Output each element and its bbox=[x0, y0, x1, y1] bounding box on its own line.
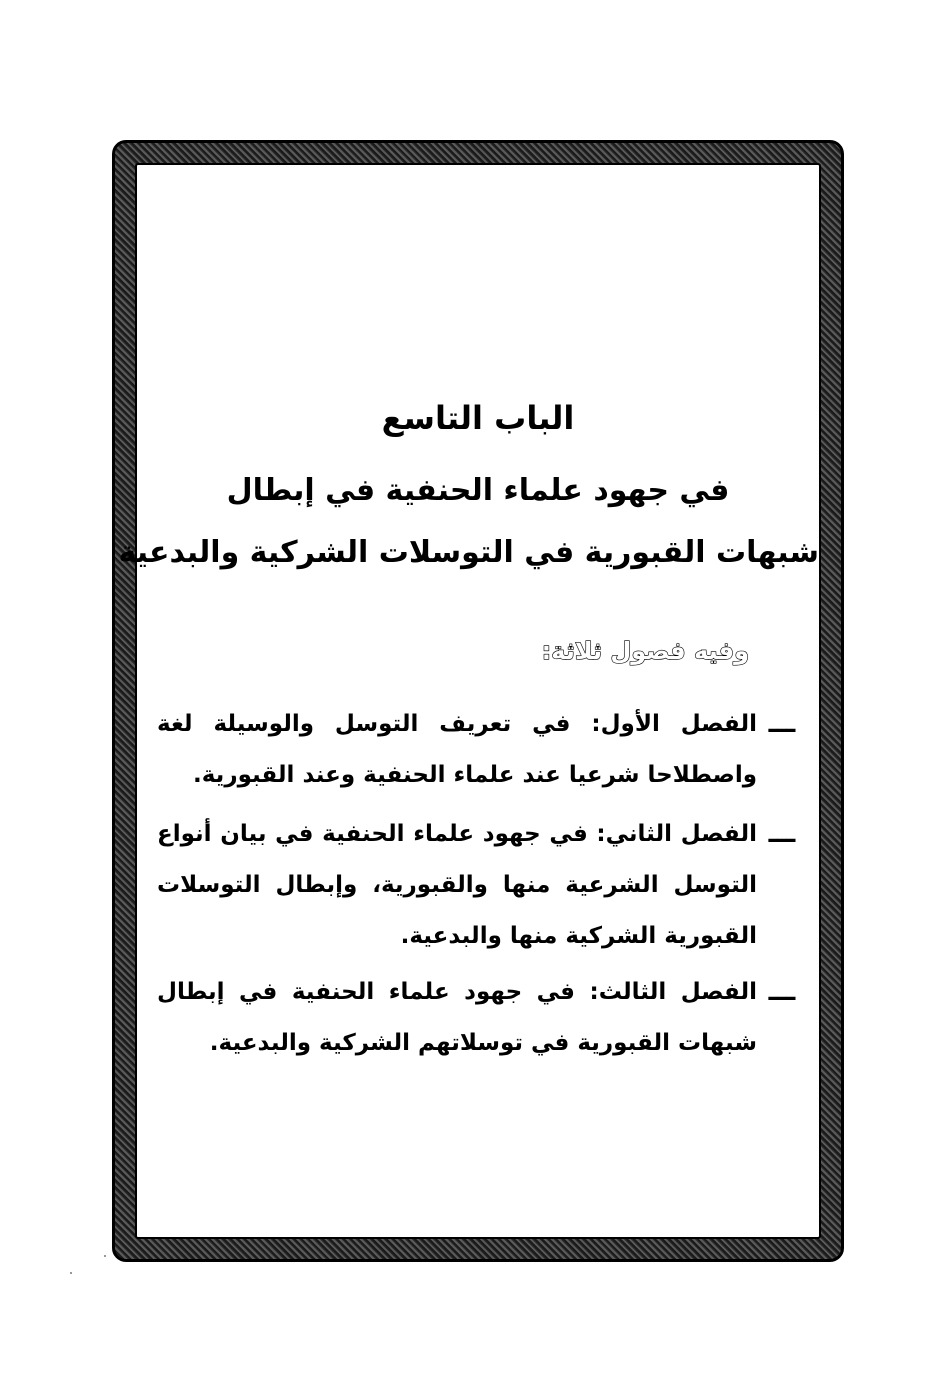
chapter-subtitle-line-2: شبهات القبورية في التوسلات الشركية والبدعية bbox=[118, 535, 819, 570]
section-text: الفصل الثاني: في جهود علماء الحنفية في بيان أنواع التوسل الشرعية منها والقبورية، وإبطال التوسلات القبورية الشركية منها والبدعية. bbox=[157, 821, 757, 949]
section-item-1 bbox=[157, 699, 807, 801]
section-dash: ـــ bbox=[768, 709, 796, 739]
scan-speck bbox=[104, 1255, 106, 1257]
chapter-subtitle-line-1: في جهود علماء الحنفية في إبطال bbox=[226, 473, 730, 508]
section-item-3 bbox=[157, 967, 807, 1069]
page-inner-panel bbox=[118, 163, 821, 1239]
section-item-2 bbox=[157, 809, 807, 962]
page-content bbox=[118, 165, 819, 1237]
section-dash: ـــ bbox=[768, 819, 796, 849]
sections-intro: وفيه فصول ثلاثة: bbox=[541, 637, 749, 665]
scan-speck bbox=[70, 1272, 72, 1274]
section-text: الفصل الأول: في تعريف التوسل والوسيلة لغة واصطلاحا شرعيا عند علماء الحنفية وعند القبورية. bbox=[157, 711, 757, 788]
page-border-frame bbox=[112, 140, 844, 1262]
section-dash: ـــ bbox=[768, 977, 796, 1007]
chapter-title: الباب التاسع bbox=[381, 399, 575, 437]
section-text: الفصل الثالث: في جهود علماء الحنفية في إبطال شبهات القبورية في توسلاتهم الشركية والبدعية. bbox=[157, 979, 757, 1056]
